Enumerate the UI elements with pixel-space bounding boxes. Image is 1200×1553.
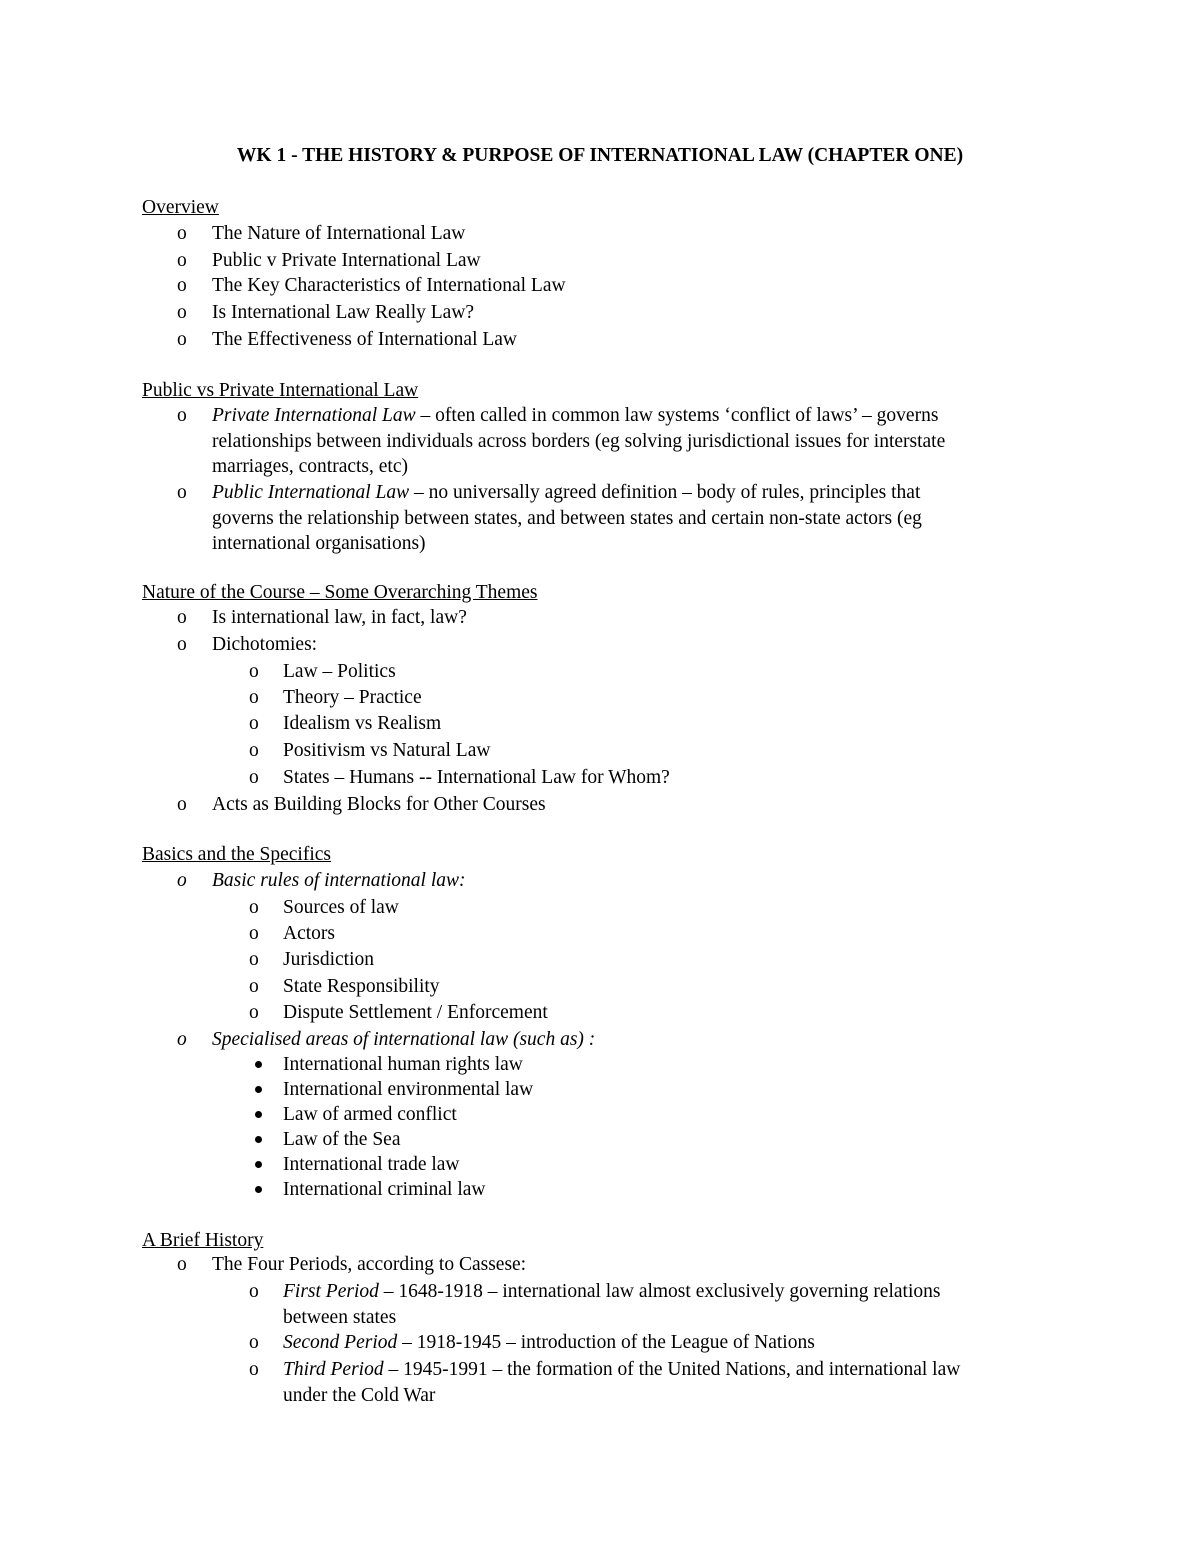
heading-nature-course: Nature of the Course – Some Overarching Themes (142, 582, 538, 603)
sub-list-item: International criminal law (283, 1179, 486, 1200)
bullet-marker: o (177, 223, 187, 244)
term-third-period: Third Period (283, 1359, 384, 1380)
bullet-marker: o (177, 275, 187, 296)
heading-public-private: Public vs Private International Law (142, 380, 419, 401)
bullet-marker: o (177, 794, 187, 815)
bullet-marker: o (177, 607, 187, 628)
sub-list-item: Law of the Sea (283, 1129, 401, 1150)
heading-basics: Basics and the Specifics (142, 844, 331, 865)
term-public-law: Public International Law (212, 482, 410, 503)
list-item: Dichotomies: (212, 634, 318, 655)
private-law-text: – often called in common law systems ‘conflict of laws’ – governs (415, 405, 939, 426)
bullet-marker: o (249, 949, 259, 970)
first-period-text: – 1648-1918 – international law almost exclusively governing relations (378, 1281, 941, 1302)
sub-list-item: International environmental law (283, 1079, 534, 1100)
bullet-marker: o (177, 1029, 187, 1050)
bullet-marker: o (249, 767, 259, 788)
bullet-marker: o (177, 1254, 187, 1275)
public-law-text: – no universally agreed definition – body of rules, principles that (409, 482, 921, 503)
bullet-marker: o (249, 1332, 259, 1353)
bullet-dot (255, 1061, 262, 1068)
bullet-marker: o (249, 1281, 259, 1302)
sub-list-item: Law of armed conflict (283, 1104, 457, 1125)
bullet-marker: o (177, 250, 187, 271)
list-item: The Four Periods, according to Cassese: (212, 1254, 527, 1275)
bullet-marker: o (177, 405, 187, 426)
bullet-dot (255, 1136, 262, 1143)
bullet-dot (255, 1186, 262, 1193)
bullet-dot (255, 1086, 262, 1093)
bullet-marker: o (177, 302, 187, 323)
list-item-basic-rules: Basic rules of international law: (212, 870, 466, 891)
sub-list-item-first-period (283, 1280, 940, 1304)
public-law-text: governs the relationship between states, and between states and certain non-state actors (eg (212, 508, 922, 529)
bullet-marker: o (249, 661, 259, 682)
list-item-specialised: Specialised areas of international law (such as) : (212, 1029, 596, 1050)
sub-list-item: International trade law (283, 1154, 460, 1175)
bullet-marker: o (249, 897, 259, 918)
second-period-text: – 1918-1945 – introduction of the League of Nations (397, 1332, 815, 1353)
public-law-text: international organisations) (212, 533, 426, 554)
sub-list-item: International human rights law (283, 1054, 523, 1075)
bullet-dot (255, 1161, 262, 1168)
list-item: The Nature of International Law (212, 223, 466, 244)
bullet-marker: o (249, 1002, 259, 1023)
sub-list-item: Law – Politics (283, 661, 396, 682)
list-item-private-law (212, 404, 938, 428)
private-law-text: marriages, contracts, etc) (212, 456, 408, 477)
list-item: Public v Private International Law (212, 250, 481, 271)
bullet-marker: o (249, 740, 259, 761)
private-law-text: relationships between individuals across borders (eg solving jurisdictional issues for interstate (212, 431, 946, 452)
bullet-marker: o (249, 713, 259, 734)
sub-list-item: Positivism vs Natural Law (283, 740, 491, 761)
bullet-marker: o (177, 870, 187, 891)
sub-list-item-third-period (283, 1358, 960, 1382)
term-first-period: First Period (283, 1281, 379, 1302)
sub-list-item: Actors (283, 923, 335, 944)
bullet-marker: o (177, 634, 187, 655)
sub-list-item: Idealism vs Realism (283, 713, 442, 734)
sub-list-item: Jurisdiction (283, 949, 374, 970)
bullet-marker: o (249, 1359, 259, 1380)
sub-list-item: Sources of law (283, 897, 399, 918)
sub-list-item: States – Humans -- International Law for Whom? (283, 767, 670, 788)
term-private-law: Private International Law (212, 405, 416, 426)
bullet-dot (255, 1111, 262, 1118)
list-item-public-law (212, 481, 920, 505)
sub-list-item-second-period (283, 1331, 815, 1355)
list-item: The Effectiveness of International Law (212, 329, 518, 350)
third-period-text: – 1945-1991 – the formation of the United Nations, and international law (383, 1359, 961, 1380)
third-period-text: under the Cold War (283, 1385, 436, 1406)
bullet-marker: o (177, 329, 187, 350)
list-item: The Key Characteristics of International Law (212, 275, 566, 296)
sub-list-item: State Responsibility (283, 976, 440, 997)
heading-history: A Brief History (142, 1230, 264, 1251)
term-second-period: Second Period (283, 1332, 398, 1353)
sub-list-item: Theory – Practice (283, 687, 422, 708)
page-title: WK 1 - THE HISTORY & PURPOSE OF INTERNATIONAL LAW (CHAPTER ONE) (236, 145, 964, 166)
list-item: Is International Law Really Law? (212, 302, 475, 323)
sub-list-item: Dispute Settlement / Enforcement (283, 1002, 548, 1023)
first-period-text: between states (283, 1307, 397, 1328)
heading-overview: Overview (142, 197, 219, 218)
bullet-marker: o (177, 482, 187, 503)
bullet-marker: o (249, 687, 259, 708)
bullet-marker: o (249, 976, 259, 997)
list-item: Is international law, in fact, law? (212, 607, 467, 628)
list-item: Acts as Building Blocks for Other Courses (212, 794, 546, 815)
bullet-marker: o (249, 923, 259, 944)
